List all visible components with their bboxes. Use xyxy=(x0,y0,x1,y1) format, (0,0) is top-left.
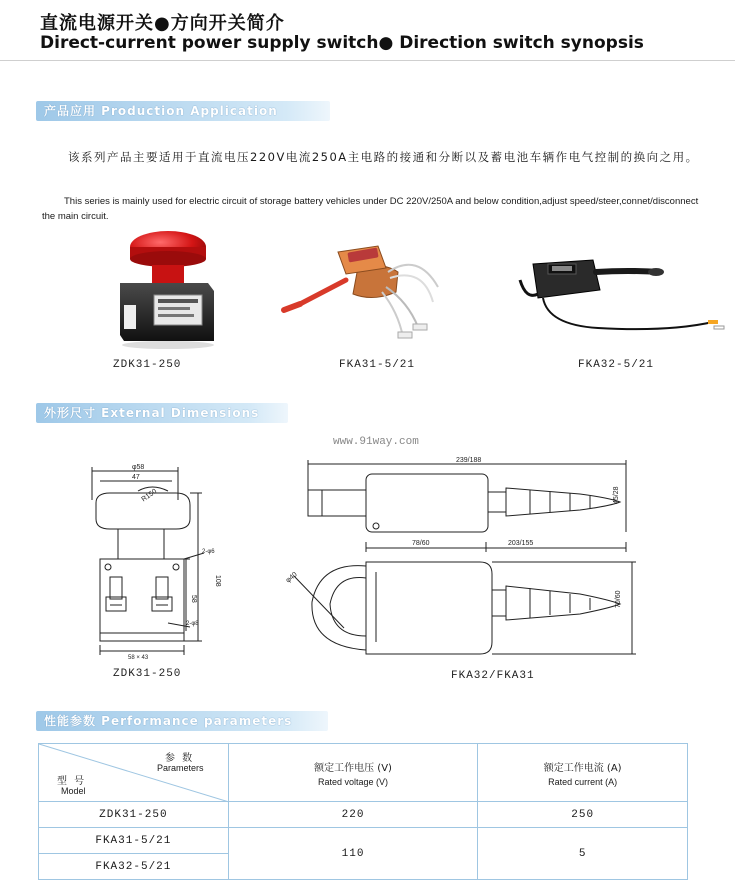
dim-phi58: φ58 xyxy=(132,464,145,471)
dim-58x43: 58 × 43 xyxy=(128,655,149,661)
caption-fka32-fka31-drawing: FKA32/FKA31 xyxy=(451,670,535,682)
dim-239-188: 239/188 xyxy=(456,457,482,464)
dim-108: 108 xyxy=(214,575,221,587)
section-performance-parameters xyxy=(36,711,328,731)
fka31-5-21-photo xyxy=(278,232,448,347)
caption-zdk31-250: ZDK31-250 xyxy=(113,359,182,371)
fka32-5-21-photo xyxy=(508,250,733,350)
header-param-en: Parameters xyxy=(157,763,204,773)
fka32-fka31-drawing xyxy=(280,452,640,670)
header-voltage xyxy=(228,744,478,802)
table-row xyxy=(39,802,688,828)
dim-r150: R150 xyxy=(140,488,159,504)
page-title-en: Direct-current power supply switch● Direction switch synopsis xyxy=(40,33,644,53)
dim-58-vert: 58 xyxy=(190,595,197,603)
section-external-dimensions xyxy=(36,403,288,423)
header-current xyxy=(478,744,688,802)
dim-45-28: 45/28 xyxy=(613,486,620,504)
row-voltage: 220 xyxy=(228,802,478,828)
header-param-cn: 参 数 xyxy=(165,753,195,764)
row-model: FKA31-5/21 xyxy=(39,828,229,854)
dim-47: 47 xyxy=(132,474,140,481)
header-model-en: Model xyxy=(61,786,86,796)
row-model: ZDK31-250 xyxy=(39,802,229,828)
zdk31-250-drawing xyxy=(80,455,240,660)
caption-zdk31-250-drawing: ZDK31-250 xyxy=(113,668,182,680)
dim-203-155: 203/155 xyxy=(508,540,534,547)
header-divider xyxy=(0,60,735,61)
section-production-application xyxy=(36,101,330,121)
zdk31-250-photo xyxy=(110,225,220,350)
header-diagonal-cell xyxy=(39,744,229,802)
table-row xyxy=(39,828,688,854)
section-label: 外形尺寸 External Dimensions xyxy=(44,406,260,420)
dim-78-60: 78/60 xyxy=(412,540,430,547)
watermark: www.91way.com xyxy=(333,436,419,448)
header-current-cn: 额定工作电流 (A) xyxy=(543,762,622,774)
page-title-cn: 直流电源开关●方向开关简介 xyxy=(40,13,285,34)
header-current-en: Rated current (A) xyxy=(548,776,618,787)
dim-2-phi6: 2-φ6 xyxy=(202,549,215,555)
dim-70-60: 70/60 xyxy=(615,590,622,608)
intro-text-en: This series is mainly used for electric circuit of storage battery vehicles under DC 220V/250A and below condition,adjust speed/steer,connet/disconnect the main circuit. xyxy=(42,196,699,222)
header-voltage-en: Rated voltage (V) xyxy=(318,776,389,787)
header-model-cn: 型 号 xyxy=(57,776,87,787)
row-model: FKA32-5/21 xyxy=(39,854,229,880)
table-header-row xyxy=(39,744,688,802)
merged-current: 5 xyxy=(478,828,688,880)
performance-table xyxy=(38,743,688,880)
row-current: 250 xyxy=(478,802,688,828)
caption-fka32-5-21: FKA32-5/21 xyxy=(578,359,655,371)
section-label: 产品应用 Production Application xyxy=(44,104,278,118)
header-voltage-cn: 额定工作电压 (V) xyxy=(314,762,392,774)
dim-phi40: φ40 xyxy=(284,571,299,585)
dim-2-phi8: 2-φ8 xyxy=(186,621,199,627)
merged-voltage: 110 xyxy=(228,828,478,880)
intro-text-cn: 该系列产品主要适用于直流电压220V电流250A主电路的接通和分断以及蓄电池车辆作电气控制的换向之用。 xyxy=(68,150,699,164)
caption-fka31-5-21: FKA31-5/21 xyxy=(339,359,416,371)
section-label: 性能参数 Performance parameters xyxy=(44,714,293,728)
